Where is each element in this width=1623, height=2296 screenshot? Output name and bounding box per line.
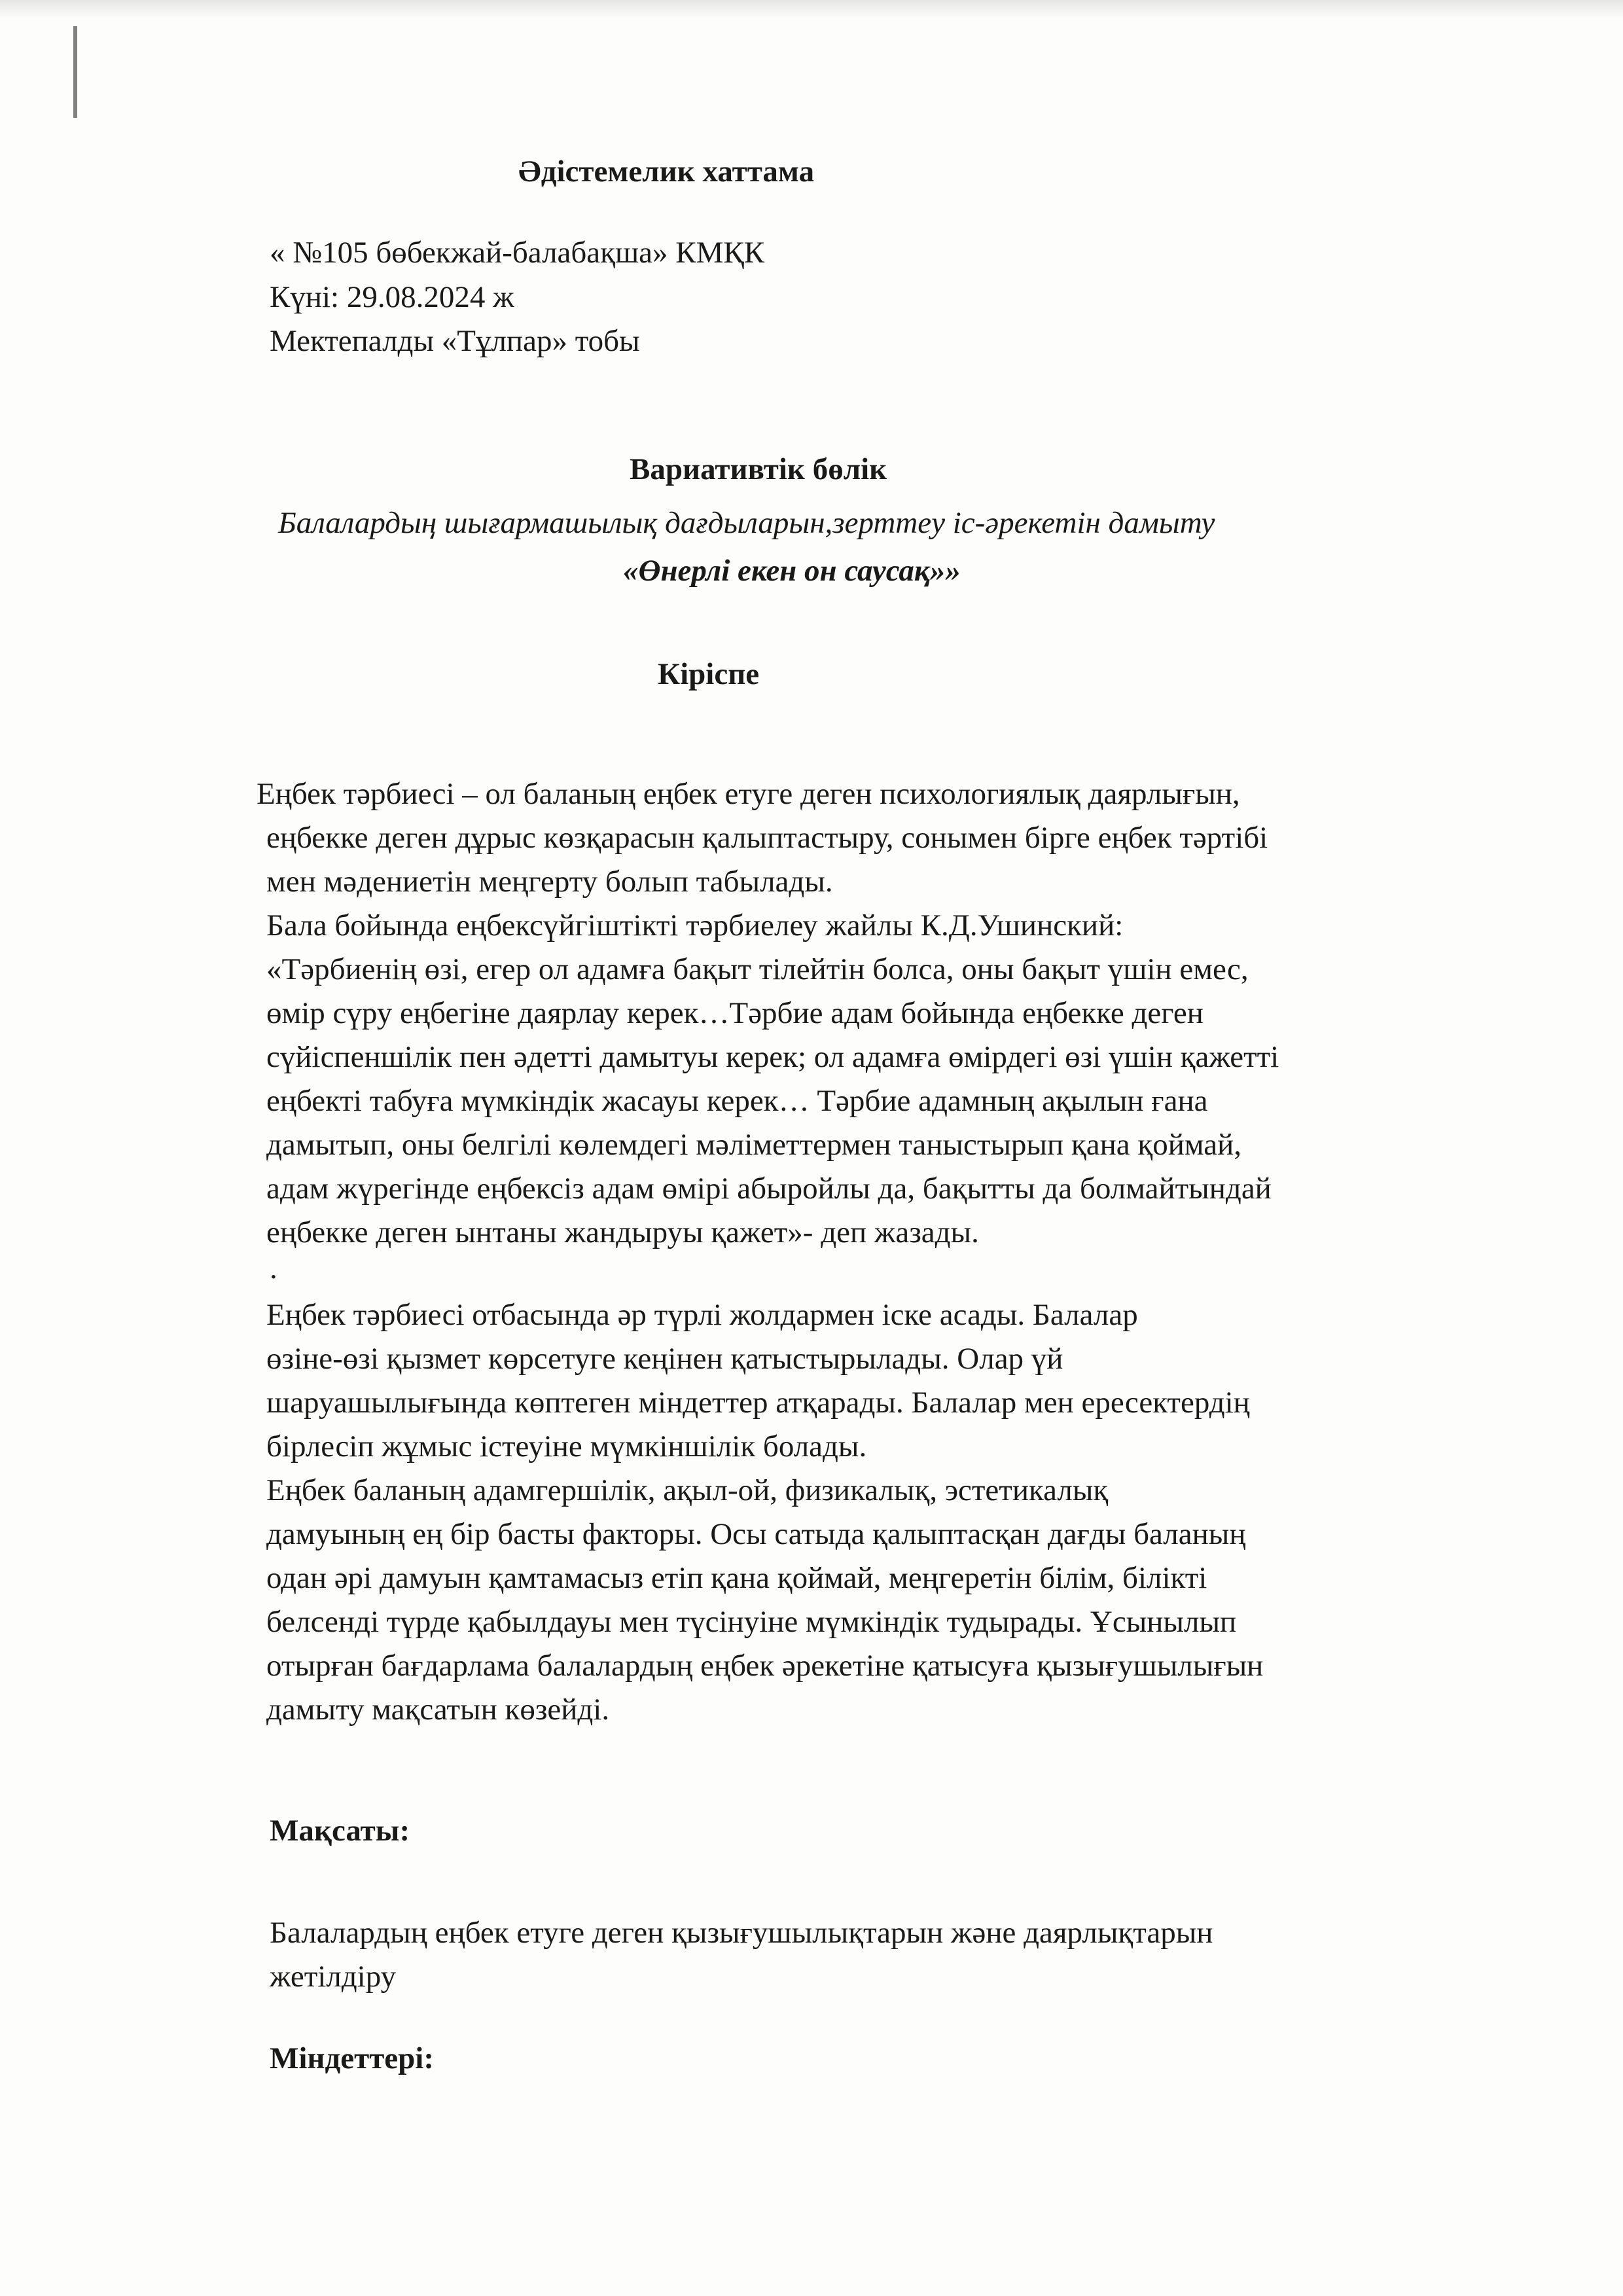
goal-line: Балалардың еңбек етуге деген қызығушылықтарын және даярлықтарын (270, 1916, 1213, 1950)
paragraph-line: еңбекті табуға мүмкіндік жасауы керек… Тәрбие адамның ақылын ғана (266, 1084, 1208, 1118)
goal-line: жетілдіру (270, 1960, 397, 1994)
tasks-label: Міндеттері: (270, 2041, 435, 2075)
paragraph-line: еңбекке деген ынтаны жандыруы қажет»- деп жазады. (266, 1215, 979, 1249)
paragraph-line: бірлесіп жұмыс істеуіне мүмкіншілік болады. (266, 1429, 867, 1463)
paragraph-line: өзіне-өзі қызмет көрсетуге кеңінен қатыстырылады. Олар үй (266, 1342, 1063, 1376)
header-date: Күні: 29.08.2024 ж (270, 280, 514, 314)
program-name: «Өнерлі екен он саусақ»» (623, 554, 961, 588)
paragraph-line: Еңбек тәрбиесі – ол баланың еңбек етуге деген психологиялық даярлығын, (257, 777, 1240, 811)
paragraph-line: сүйіспеншілік пен әдетті дамытуы керек; ол адамға өмірдегі өзі үшін қажетті (266, 1040, 1279, 1074)
paragraph-line: дамыту мақсатын көзейді. (266, 1693, 610, 1727)
paragraph-line: мен мәдениетін меңгерту болып табылады. (266, 865, 833, 899)
paragraph-line: отырған бағдарлама балалардың еңбек әрекетіне қатысуға қызығушылығын (266, 1649, 1264, 1683)
section-title: Вариативтік бөлік (630, 452, 887, 486)
paragraph-line: өмір сүру еңбегіне даярлау керек…Тәрбие адам бойында еңбекке деген (266, 996, 1204, 1030)
header-organization: « №105 бөбекжай-балабақша» КМҚК (270, 236, 765, 270)
paragraph-line: . (270, 1251, 277, 1285)
paragraph-line: адам жүрегінде еңбексіз адам өмірі абыройлы да, бақытты да болмайтындай (266, 1172, 1272, 1206)
document-title: Әдістемелик хаттама (518, 154, 815, 188)
paragraph-line: дамытып, оны белгілі көлемдегі мәліметтермен таныстырып қана қоймай, (266, 1128, 1242, 1162)
paragraph-line: Бала бойында еңбексүйгіштікті тәрбиелеу жайлы К.Д.Ушинский: (266, 908, 1124, 942)
intro-heading: Кіріспе (658, 657, 760, 691)
subtitle: Балалардың шығармашылық дағдыларын,зерттеу іс-әрекетін дамыту (278, 506, 1215, 540)
scan-margin-mark (73, 26, 77, 118)
scan-edge-shadow (0, 0, 1623, 18)
paragraph-line: Еңбек баланың адамгершілік, ақыл-ой, физикалық, эстетикалық (266, 1473, 1109, 1507)
paragraph-line: белсенді түрде қабылдауы мен түсінуіне мүмкіндік тудырады. Ұсынылып (266, 1605, 1237, 1639)
goal-label: Мақсаты: (270, 1814, 410, 1848)
paragraph-line: дамуының ең бір басты факторы. Осы сатыда қалыптасқан дағды баланың (266, 1517, 1246, 1551)
paragraph-line: «Тәрбиенің өзі, егер ол адамға бақыт тілейтін болса, оны бақыт үшін емес, (266, 952, 1249, 986)
paragraph-line: шаруашылығында көптеген міндеттер атқарады. Балалар мен ересектердің (266, 1386, 1250, 1420)
paragraph-line: одан әрі дамуын қамтамасыз етіп қана қоймай, меңгеретін білім, білікті (266, 1561, 1207, 1595)
paragraph-line: Еңбек тәрбиесі отбасында әр түрлі жолдармен іске асады. Балалар (266, 1298, 1138, 1332)
header-group: Мектепалды «Тұлпар» тобы (270, 324, 640, 358)
paragraph-line: еңбекке деген дұрыс көзқарасын қалыптастыру, сонымен бірге еңбек тәртібі (266, 821, 1268, 855)
